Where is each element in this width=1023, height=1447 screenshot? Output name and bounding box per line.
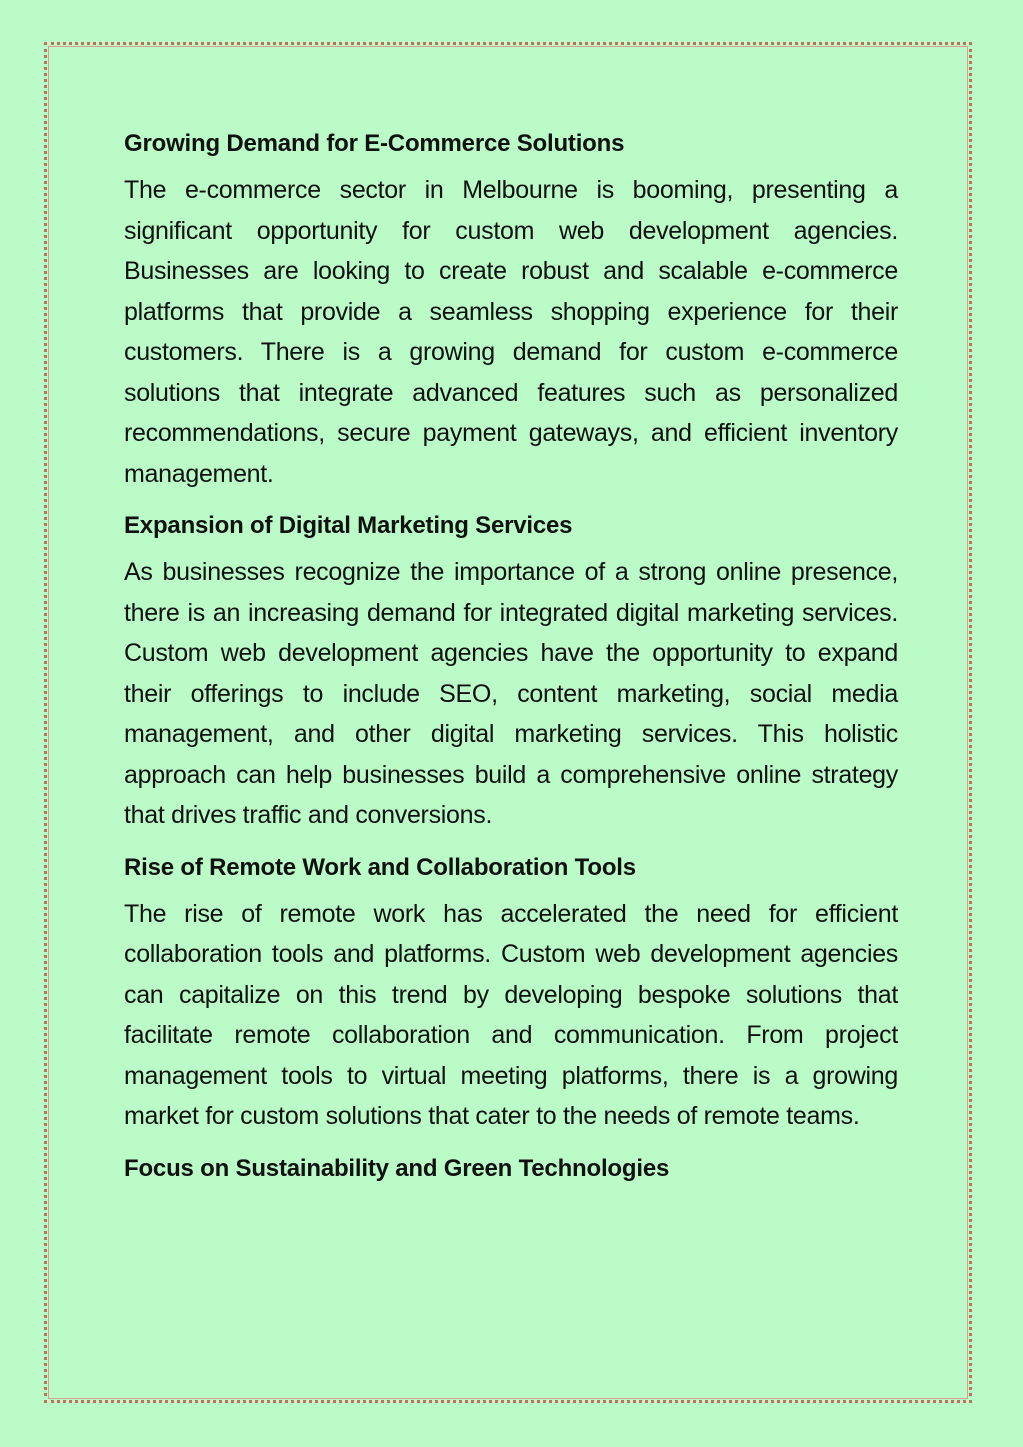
section-body-ecommerce: The e-commerce sector in Melbourne is booming, presenting a significant opportunity for custom web development agencies. Businesses are looking to create robust and scalable e-commerce platforms that provide a seamless shopping experience for their customers. There is a growing demand for custom e-commerce solutions that integrate advanced features such as personalized recommendations, secure payment gateways, and efficient inventory management. [124, 176, 898, 488]
section-body-remote-work: The rise of remote work has accelerated the need for efficient collaboration tools and platforms. Custom web development agencies can capitalize on this trend by developing bespoke solutions that facilitate remote collaboration and communication. From project management tools to virtual meeting platforms, there is a growing market for custom solutions that cater to the needs of remote teams. [124, 899, 898, 1130]
section-heading-remote-work: Rise of Remote Work and Collaboration Tools [124, 853, 636, 881]
section-heading-sustainability: Focus on Sustainability and Green Technologies [124, 1154, 670, 1182]
document-body [124, 128, 898, 1195]
section-heading-digital-marketing: Expansion of Digital Marketing Services [124, 512, 573, 539]
section-body-digital-marketing: As businesses recognize the importance of a strong online presence, there is an increasing demand for integrated digital marketing services. Custom web development agencies have the opportunity to expand their offerings to include SEO, content marketing, social media management, and other digital marketing services. This holistic approach can help businesses build a comprehensive online strategy that drives traffic and conversions. [124, 558, 898, 829]
section-heading-ecommerce: Growing Demand for E-Commerce Solutions [124, 130, 625, 157]
